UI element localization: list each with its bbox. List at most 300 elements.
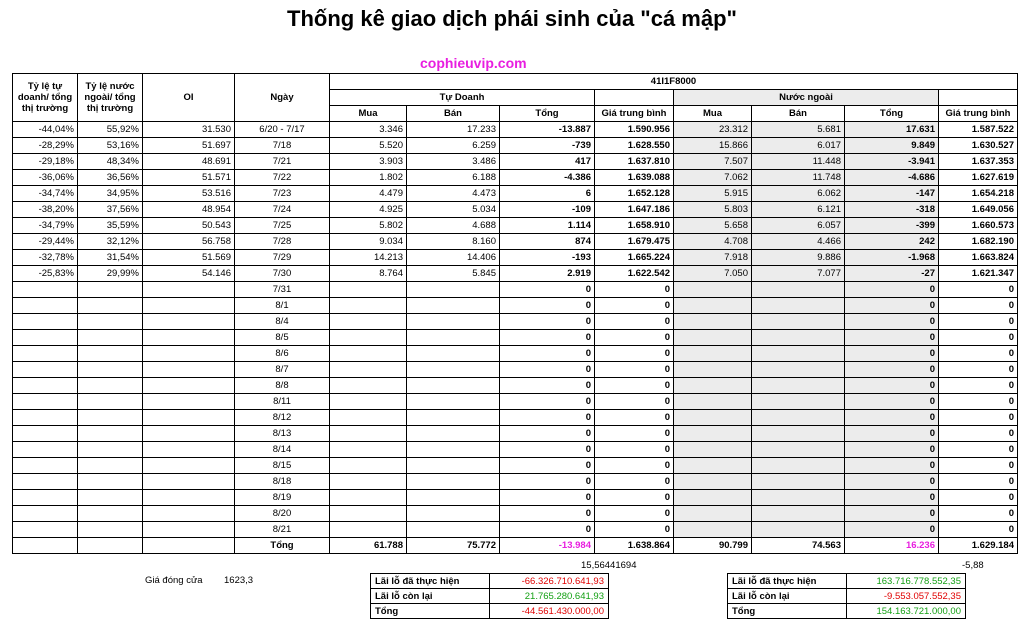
cell-nn-tong: 0: [845, 506, 939, 522]
cell-td-tong: 0: [500, 362, 595, 378]
table-row: [13, 282, 1018, 298]
cell-td-ban: [407, 314, 500, 330]
cell-td-tong: 0: [500, 346, 595, 362]
cell-oi: 48.954: [143, 202, 235, 218]
cell-td: -29,18%: [13, 154, 78, 170]
cell-td-ban: [407, 362, 500, 378]
cell-oi: [143, 378, 235, 394]
cell-td-ban: [407, 474, 500, 490]
header-nuoc-ngoai: Nước ngoài: [674, 90, 939, 106]
table-row: [13, 202, 1018, 218]
cell-oi: 50.543: [143, 218, 235, 234]
cell-td-mua: [330, 282, 407, 298]
cell-td-gia: 0: [595, 346, 674, 362]
cell-nn-ban: [752, 458, 845, 474]
cell-nn-tong: 0: [845, 346, 939, 362]
total-td-gia: 1.638.864: [595, 538, 674, 554]
cell-nn-gia: 0: [939, 426, 1018, 442]
total-td-mua: 61.788: [330, 538, 407, 554]
cell-nn-gia: 0: [939, 490, 1018, 506]
table-row: [13, 346, 1018, 362]
table-row: [13, 394, 1018, 410]
cell-td-ban: [407, 490, 500, 506]
cell-td-gia: 0: [595, 458, 674, 474]
cell-td-ban: 5.845: [407, 266, 500, 282]
cell-td: [13, 506, 78, 522]
cell-td-tong: -109: [500, 202, 595, 218]
cell-nn-tong: 0: [845, 442, 939, 458]
cell-oi: 48.691: [143, 154, 235, 170]
cell-nn-mua: [674, 506, 752, 522]
cell-td-tong: -739: [500, 138, 595, 154]
cell-oi: [143, 394, 235, 410]
cell-oi: 54.146: [143, 266, 235, 282]
cell-nn-ban: [752, 506, 845, 522]
header-nn-tong: Tổng: [845, 106, 939, 122]
cell-td: [13, 346, 78, 362]
cell-nn-tong: 17.631: [845, 122, 939, 138]
cell-td-mua: [330, 506, 407, 522]
cell-nn-tong: -399: [845, 218, 939, 234]
header-td-tong: Tổng: [500, 106, 595, 122]
cell-nn-mua: 7.050: [674, 266, 752, 282]
cell-td-gia: 0: [595, 314, 674, 330]
cell-td-mua: [330, 330, 407, 346]
total-nn-tong: 16.236: [845, 538, 939, 554]
table-row: [13, 298, 1018, 314]
cell-td: [13, 474, 78, 490]
pl-td-total-label: Tổng: [371, 604, 490, 619]
cell-nn-mua: [674, 298, 752, 314]
pl-nn-realized-value: 163.716.778.552,35: [847, 574, 966, 589]
cell-nn-mua: 4.708: [674, 234, 752, 250]
cell-nn: 32,12%: [78, 234, 143, 250]
total-row: [13, 538, 1018, 554]
cell-td-ban: [407, 458, 500, 474]
cell-nn: [78, 378, 143, 394]
cell-td-gia: 1.628.550: [595, 138, 674, 154]
cell-td-tong: 6: [500, 186, 595, 202]
cell-nn-mua: 5.915: [674, 186, 752, 202]
cell-nn-mua: 23.312: [674, 122, 752, 138]
cell-td-tong: 0: [500, 410, 595, 426]
cell-td-ban: [407, 330, 500, 346]
cell-td-mua: [330, 298, 407, 314]
cell-td: [13, 330, 78, 346]
cell-oi: 31.530: [143, 122, 235, 138]
cell-nn: 31,54%: [78, 250, 143, 266]
cell-td-gia: 0: [595, 490, 674, 506]
cell-td-gia: 1.658.910: [595, 218, 674, 234]
cell-td-tong: -193: [500, 250, 595, 266]
cell-td-ban: 3.486: [407, 154, 500, 170]
cell-td-tong: 874: [500, 234, 595, 250]
cell-nn-gia: 0: [939, 410, 1018, 426]
cell-date: 7/30: [235, 266, 330, 282]
cell-td-gia: 0: [595, 474, 674, 490]
pl-td-open-label: Lãi lỗ còn lại: [371, 589, 490, 604]
table-row: [13, 138, 1018, 154]
cell-nn: 34,95%: [78, 186, 143, 202]
cell-td-tong: 0: [500, 330, 595, 346]
cell-date: 8/20: [235, 506, 330, 522]
cell-nn-ban: [752, 346, 845, 362]
pl-td-realized-value: -66.326.710.641,93: [490, 574, 609, 589]
header-nn-mua: Mua: [674, 106, 752, 122]
cell-nn-tong: 0: [845, 282, 939, 298]
cell-td: [13, 394, 78, 410]
cell-nn-ban: 6.121: [752, 202, 845, 218]
close-price-label: Giá đóng cửa: [145, 575, 203, 586]
cell-td-ban: 6.259: [407, 138, 500, 154]
header-nn-ban: Bán: [752, 106, 845, 122]
cell-nn: [78, 298, 143, 314]
cell-td-mua: 3.346: [330, 122, 407, 138]
cell-td: -32,78%: [13, 250, 78, 266]
cell-td-ban: 17.233: [407, 122, 500, 138]
cell-nn-gia: 1.587.522: [939, 122, 1018, 138]
cell-td-gia: 1.679.475: [595, 234, 674, 250]
cell-oi: [143, 506, 235, 522]
cell-td-mua: [330, 410, 407, 426]
table-row: [13, 522, 1018, 538]
cell-nn-mua: [674, 458, 752, 474]
cell-td-tong: 0: [500, 522, 595, 538]
cell-td-gia: 1.590.956: [595, 122, 674, 138]
header-contract: 41I1F8000: [330, 74, 1018, 90]
cell-nn: [78, 410, 143, 426]
cell-td-gia: 0: [595, 522, 674, 538]
table-row: [13, 362, 1018, 378]
td-extra-value: 15,56441694: [581, 560, 637, 571]
cell-date: 8/12: [235, 410, 330, 426]
cell-td-ban: [407, 378, 500, 394]
cell-date: 8/6: [235, 346, 330, 362]
cell-nn-ban: 11.448: [752, 154, 845, 170]
cell-nn: [78, 330, 143, 346]
cell-nn-gia: 0: [939, 442, 1018, 458]
cell-td-tong: 0: [500, 458, 595, 474]
cell-date: 6/20 - 7/17: [235, 122, 330, 138]
cell-td-gia: 0: [595, 362, 674, 378]
cell-nn-ban: 4.466: [752, 234, 845, 250]
cell-td-mua: 8.764: [330, 266, 407, 282]
cell-td-tong: 0: [500, 490, 595, 506]
pl-nn-open-label: Lãi lỗ còn lại: [728, 589, 847, 604]
cell-nn-gia: 0: [939, 298, 1018, 314]
cell-nn-ban: 6.062: [752, 186, 845, 202]
cell-date: 8/7: [235, 362, 330, 378]
cell-td: -28,29%: [13, 138, 78, 154]
cell-td-tong: 0: [500, 506, 595, 522]
cell-nn-ban: [752, 282, 845, 298]
cell-oi: 56.758: [143, 234, 235, 250]
cell-td: [13, 282, 78, 298]
cell-nn-ban: 11.748: [752, 170, 845, 186]
cell-nn-gia: 0: [939, 314, 1018, 330]
cell-nn-mua: [674, 394, 752, 410]
cell-oi: 51.571: [143, 170, 235, 186]
cell-nn-gia: 0: [939, 282, 1018, 298]
cell-td-mua: 4.479: [330, 186, 407, 202]
cell-td-tong: 417: [500, 154, 595, 170]
cell-oi: [143, 330, 235, 346]
site-link[interactable]: cophieuvip.com: [420, 55, 527, 71]
cell-nn-gia: 1.682.190: [939, 234, 1018, 250]
pl-nn-total-value: 154.163.721.000,00: [847, 604, 966, 619]
cell-nn-mua: 7.062: [674, 170, 752, 186]
cell-td-mua: [330, 314, 407, 330]
cell-nn-mua: 15.866: [674, 138, 752, 154]
cell-nn: 48,34%: [78, 154, 143, 170]
table-row: [13, 314, 1018, 330]
cell-nn-gia: 1.660.573: [939, 218, 1018, 234]
cell-td-gia: 1.652.128: [595, 186, 674, 202]
cell-td-ban: [407, 410, 500, 426]
cell-nn-gia: 0: [939, 506, 1018, 522]
cell-td-ban: [407, 282, 500, 298]
header-oi: OI: [143, 74, 235, 122]
cell-td-ban: 6.188: [407, 170, 500, 186]
cell-td: [13, 426, 78, 442]
cell-nn: [78, 394, 143, 410]
cell-date: 8/11: [235, 394, 330, 410]
cell-date: 7/18: [235, 138, 330, 154]
cell-nn: [78, 426, 143, 442]
cell-date: 7/23: [235, 186, 330, 202]
cell-nn-tong: -1.968: [845, 250, 939, 266]
cell-nn-gia: 0: [939, 474, 1018, 490]
cell-td: [13, 522, 78, 538]
cell-nn-tong: 0: [845, 458, 939, 474]
cell-nn: [78, 458, 143, 474]
cell-nn-tong: 0: [845, 490, 939, 506]
pl-nn-open-value: -9.553.057.552,35: [847, 589, 966, 604]
cell-nn-ban: 6.017: [752, 138, 845, 154]
cell-td: [13, 442, 78, 458]
cell-td: [13, 490, 78, 506]
cell-td-ban: [407, 426, 500, 442]
cell-nn-ban: [752, 314, 845, 330]
cell-nn-ban: [752, 298, 845, 314]
cell-nn: 53,16%: [78, 138, 143, 154]
cell-nn-tong: -147: [845, 186, 939, 202]
cell-nn-tong: -3.941: [845, 154, 939, 170]
table-row: [13, 250, 1018, 266]
cell-nn-tong: 0: [845, 330, 939, 346]
cell-nn: 36,56%: [78, 170, 143, 186]
total-nn-gia: 1.629.184: [939, 538, 1018, 554]
cell-oi: [143, 474, 235, 490]
cell-nn: [78, 346, 143, 362]
header-td-mua: Mua: [330, 106, 407, 122]
cell-td-mua: 3.903: [330, 154, 407, 170]
cell-nn-gia: 1.630.527: [939, 138, 1018, 154]
cell-nn-ban: 5.681: [752, 122, 845, 138]
table-row: [13, 410, 1018, 426]
cell-nn-mua: [674, 346, 752, 362]
table-row: [13, 170, 1018, 186]
cell-td: [13, 410, 78, 426]
cell-nn: 35,59%: [78, 218, 143, 234]
pl-nn-realized-label: Lãi lỗ đã thực hiện: [728, 574, 847, 589]
header-ratio-nn: Tỷ lệ nước ngoài/ tổng thị trường: [78, 74, 143, 122]
cell-date: 8/18: [235, 474, 330, 490]
cell-date: 8/21: [235, 522, 330, 538]
table-row: [13, 266, 1018, 282]
total-td-ban: 75.772: [407, 538, 500, 554]
cell-oi: 53.516: [143, 186, 235, 202]
cell-nn-mua: [674, 282, 752, 298]
cell-nn-ban: [752, 330, 845, 346]
cell-nn-tong: -318: [845, 202, 939, 218]
cell-date: 8/4: [235, 314, 330, 330]
cell-nn-gia: 0: [939, 522, 1018, 538]
cell-nn-ban: [752, 474, 845, 490]
cell-date: 7/28: [235, 234, 330, 250]
cell-td-tong: 0: [500, 474, 595, 490]
cell-nn-mua: 5.803: [674, 202, 752, 218]
cell-nn-gia: 0: [939, 362, 1018, 378]
cell-td-mua: [330, 426, 407, 442]
cell-td: [13, 314, 78, 330]
pl-td-open-value: 21.765.280.641,93: [490, 589, 609, 604]
cell-td-gia: 1.647.186: [595, 202, 674, 218]
cell-date: 7/24: [235, 202, 330, 218]
cell-date: 8/8: [235, 378, 330, 394]
cell-nn-ban: [752, 442, 845, 458]
cell-td-gia: 0: [595, 330, 674, 346]
cell-nn-tong: 0: [845, 474, 939, 490]
cell-td: -34,79%: [13, 218, 78, 234]
cell-td-mua: [330, 378, 407, 394]
cell-nn-ban: 9.886: [752, 250, 845, 266]
cell-nn-mua: 7.507: [674, 154, 752, 170]
cell-td-ban: [407, 442, 500, 458]
cell-td-ban: [407, 346, 500, 362]
cell-oi: [143, 490, 235, 506]
cell-td-tong: 0: [500, 394, 595, 410]
cell-nn-gia: 0: [939, 346, 1018, 362]
cell-nn-mua: [674, 442, 752, 458]
pl-td-total-value: -44.561.430.000,00: [490, 604, 609, 619]
cell-td-gia: 1.637.810: [595, 154, 674, 170]
cell-td-mua: 1.802: [330, 170, 407, 186]
cell-date: 8/13: [235, 426, 330, 442]
cell-nn-tong: -27: [845, 266, 939, 282]
cell-nn: [78, 474, 143, 490]
cell-nn: 29,99%: [78, 266, 143, 282]
table-row: [13, 218, 1018, 234]
cell-td-tong: -4.386: [500, 170, 595, 186]
total-empty-cell: [78, 538, 143, 554]
cell-nn-mua: [674, 522, 752, 538]
cell-nn-mua: [674, 314, 752, 330]
cell-td-ban: 4.473: [407, 186, 500, 202]
total-td-tong: -13.984: [500, 538, 595, 554]
cell-nn-gia: 0: [939, 330, 1018, 346]
close-price-value: 1623,3: [224, 575, 254, 586]
cell-td-mua: [330, 362, 407, 378]
cell-td-gia: 1.622.542: [595, 266, 674, 282]
cell-oi: 51.569: [143, 250, 235, 266]
cell-nn-ban: [752, 378, 845, 394]
cell-date: 7/29: [235, 250, 330, 266]
cell-td-tong: 2.919: [500, 266, 595, 282]
cell-nn-mua: [674, 378, 752, 394]
cell-td-mua: [330, 474, 407, 490]
table-row: [13, 426, 1018, 442]
cell-td-mua: [330, 490, 407, 506]
cell-nn: [78, 362, 143, 378]
cell-td-mua: 5.520: [330, 138, 407, 154]
cell-nn: 55,92%: [78, 122, 143, 138]
cell-date: 7/25: [235, 218, 330, 234]
cell-td-mua: 5.802: [330, 218, 407, 234]
table-row: [13, 490, 1018, 506]
table-row: [13, 442, 1018, 458]
total-empty-cell: [13, 538, 78, 554]
header-td-gia: Giá trung bình: [595, 106, 674, 122]
cell-date: 8/19: [235, 490, 330, 506]
cell-oi: [143, 282, 235, 298]
cell-td-ban: [407, 506, 500, 522]
cell-td-ban: [407, 522, 500, 538]
table-row: [13, 474, 1018, 490]
cell-oi: [143, 362, 235, 378]
cell-td-tong: 0: [500, 426, 595, 442]
cell-td-tong: 0: [500, 378, 595, 394]
cell-nn-mua: [674, 426, 752, 442]
cell-td-ban: [407, 394, 500, 410]
derivatives-table: [12, 73, 1018, 554]
cell-nn: [78, 506, 143, 522]
cell-nn-mua: [674, 362, 752, 378]
cell-nn-ban: [752, 426, 845, 442]
cell-nn-gia: 0: [939, 394, 1018, 410]
cell-nn-tong: 0: [845, 394, 939, 410]
cell-oi: [143, 458, 235, 474]
pl-table-tu-doanh: [370, 573, 609, 619]
cell-td-gia: 0: [595, 394, 674, 410]
cell-td-ban: [407, 298, 500, 314]
cell-td-mua: [330, 442, 407, 458]
cell-nn-gia: 1.663.824: [939, 250, 1018, 266]
cell-date: 8/5: [235, 330, 330, 346]
cell-date: 7/31: [235, 282, 330, 298]
table-row: [13, 154, 1018, 170]
cell-td-gia: 0: [595, 442, 674, 458]
cell-td: [13, 378, 78, 394]
cell-td-gia: 1.665.224: [595, 250, 674, 266]
cell-nn-ban: 6.057: [752, 218, 845, 234]
header-ratio-td: Tỷ lệ tự doanh/ tổng thị trường: [13, 74, 78, 122]
cell-td: -44,04%: [13, 122, 78, 138]
cell-nn: [78, 522, 143, 538]
cell-td-ban: 4.688: [407, 218, 500, 234]
cell-nn-gia: 1.649.056: [939, 202, 1018, 218]
cell-nn-mua: [674, 490, 752, 506]
cell-date: 8/15: [235, 458, 330, 474]
cell-nn-ban: [752, 410, 845, 426]
table-row: [13, 506, 1018, 522]
cell-nn: [78, 314, 143, 330]
cell-oi: [143, 442, 235, 458]
cell-td: [13, 298, 78, 314]
cell-date: 8/1: [235, 298, 330, 314]
table-row: [13, 330, 1018, 346]
table-row: [13, 234, 1018, 250]
